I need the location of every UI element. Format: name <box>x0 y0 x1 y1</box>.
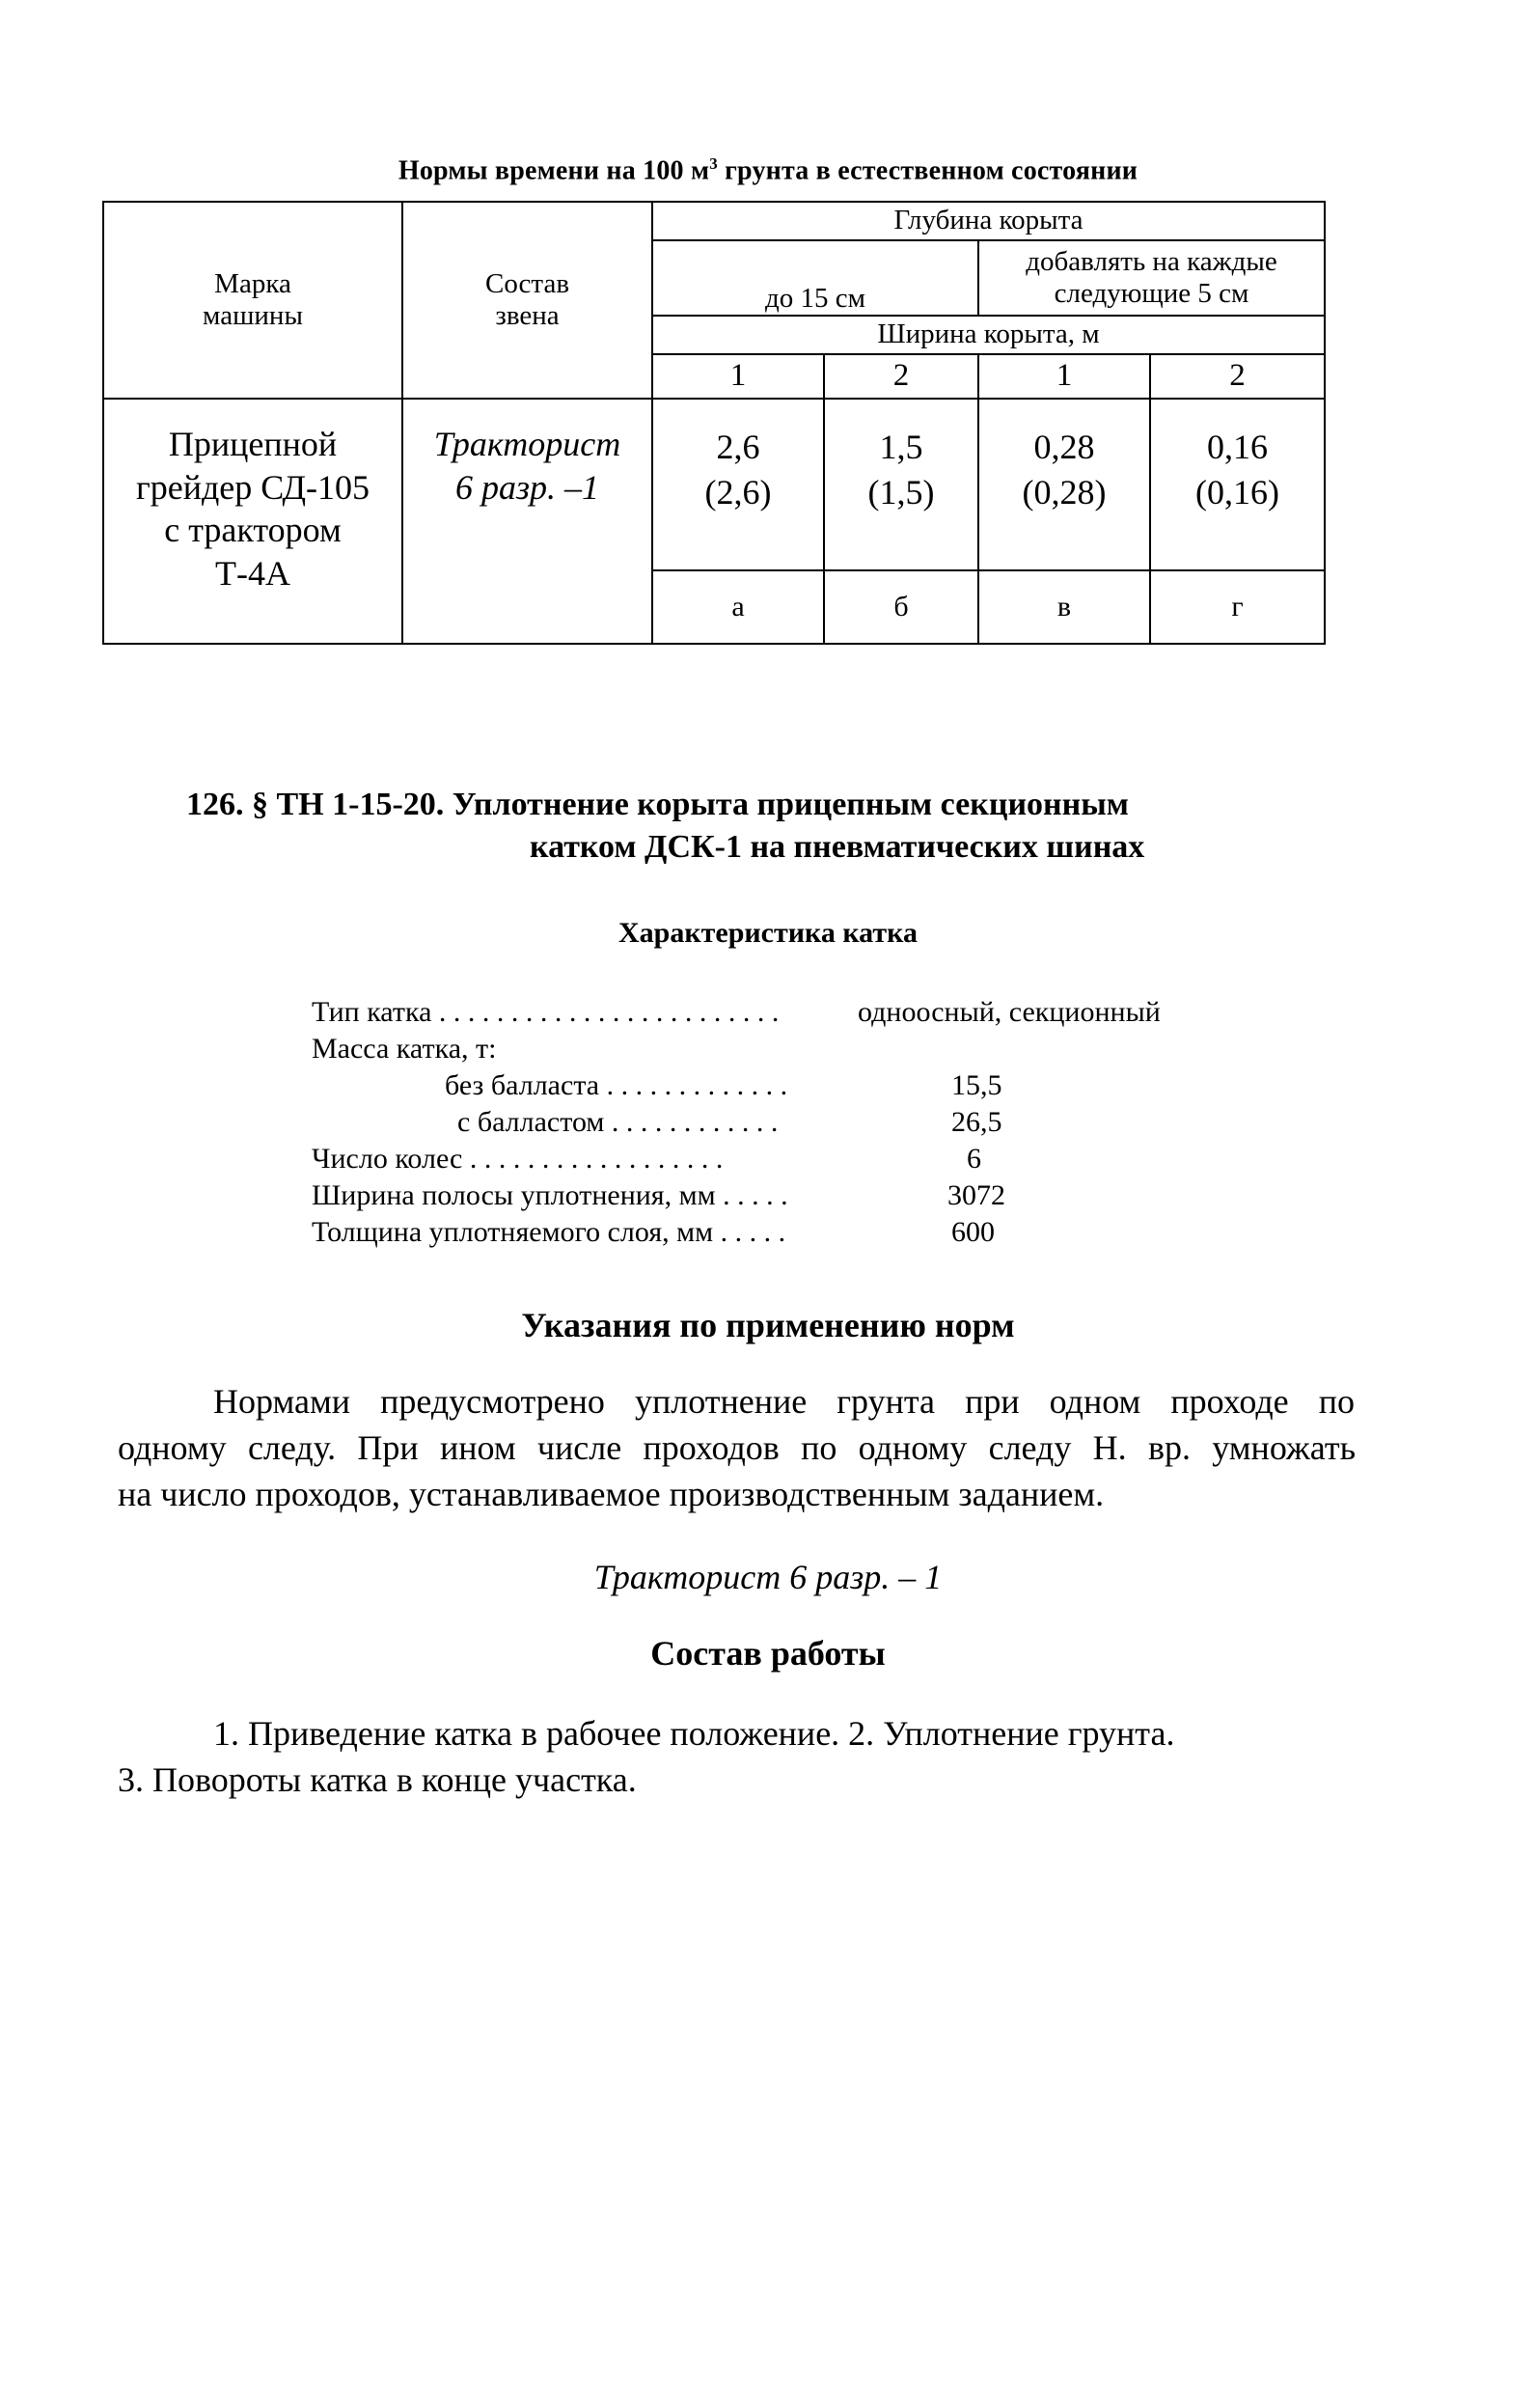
value-3: 0,28 <box>1033 428 1095 466</box>
spec-label: без балласта . . . . . . . . . . . . . <box>445 1069 788 1101</box>
specs-heading: Характеристика катка <box>618 917 918 949</box>
spec-label: Толщина уплотняемого слоя, мм . . . . . <box>312 1216 786 1248</box>
header-width-2a: 2 <box>824 354 978 399</box>
spec-label: с балластом . . . . . . . . . . . . <box>457 1106 779 1138</box>
crew-line2: 6 разр. –1 <box>454 467 600 507</box>
section-heading-line1: 126. § ТН 1-15-20. Уплотнение корыта прицепным секционным <box>186 787 1129 822</box>
value-2: 1,5 <box>879 428 923 466</box>
table-title <box>0 154 1536 186</box>
cell-value-3 <box>978 399 1150 570</box>
header-width-1a: 1 <box>652 354 824 399</box>
header-width-1b: 1 <box>978 354 1150 399</box>
value-4: 0,16 <box>1207 428 1269 466</box>
spec-value: 600 <box>951 1216 995 1248</box>
spec-label: Число колес . . . . . . . . . . . . . . . . . . <box>312 1143 724 1175</box>
spec-label: Тип катка . . . . . . . . . . . . . . . . . . . . . . . . <box>312 996 780 1028</box>
instructions-heading: Указания по применению норм <box>521 1306 1015 1344</box>
spec-row-thickness <box>0 1214 1536 1251</box>
spec-row-ballast <box>0 1104 1536 1141</box>
value-2-paren: (1,5) <box>867 472 935 512</box>
cell-value-1 <box>652 399 824 570</box>
header-crew: Состав звена <box>402 202 652 399</box>
crew-composition: Тракторист 6 разр. – 1 <box>593 1558 943 1596</box>
spec-row-mass <box>0 1031 1536 1067</box>
instructions-line1: Нормами предусмотрено уплотнение грунта при одном проходе по <box>213 1382 1355 1421</box>
spec-value: 6 <box>967 1143 981 1175</box>
value-1-paren: (2,6) <box>704 472 772 512</box>
cell-value-4 <box>1150 399 1325 570</box>
cell-machine: Прицепной грейдер СД-105 с трактором Т-4А <box>103 399 402 644</box>
table-title-text-2: грунта в естественном состоянии <box>717 155 1138 186</box>
table-title-sup: 3 <box>709 154 718 173</box>
cell-value-2 <box>824 399 978 570</box>
value-1: 2,6 <box>716 428 760 466</box>
work-line2: 3. Повороты катка в конце участка. <box>118 1760 637 1799</box>
cell-letter-v: в <box>978 570 1150 644</box>
spec-value: одноосный, секционный <box>858 996 1161 1028</box>
spec-row-width <box>0 1177 1536 1214</box>
instructions-line2: одному следу. При ином числе проходов по одному следу Н. вр. умножать <box>118 1428 1356 1467</box>
spec-row-no-ballast <box>0 1067 1536 1104</box>
spec-value: 26,5 <box>951 1106 1002 1138</box>
norms-table <box>102 201 1326 645</box>
cell-letter-g: г <box>1150 570 1325 644</box>
instructions-line3: на число проходов, устанавливаемое производственным заданием. <box>118 1475 1105 1513</box>
work-line1: 1. Приведение катка в рабочее положение. 2. Уплотнение грунта. <box>213 1714 1175 1753</box>
spec-row-wheels <box>0 1141 1536 1177</box>
header-width: Ширина корыта, м <box>652 316 1325 354</box>
spec-value: 3072 <box>947 1179 1005 1211</box>
spec-row-type <box>0 994 1536 1031</box>
table-title-text: Нормы времени на 100 м <box>398 155 710 186</box>
header-width-2b: 2 <box>1150 354 1325 399</box>
header-depth: Глубина корыта <box>652 202 1325 240</box>
cell-crew <box>402 399 652 644</box>
header-depth-15: до 15 см <box>652 240 978 316</box>
cell-letter-a: а <box>652 570 824 644</box>
crew-line1: Тракторист <box>433 425 621 463</box>
spec-label: Масса катка, т: <box>312 1033 497 1065</box>
value-4-paren: (0,16) <box>1195 472 1279 512</box>
cell-letter-b: б <box>824 570 978 644</box>
header-depth-add: добавлять на каждые следующие 5 см <box>978 240 1325 316</box>
work-heading: Состав работы <box>650 1634 886 1673</box>
value-3-paren: (0,28) <box>1022 472 1107 512</box>
spec-value: 15,5 <box>951 1069 1002 1101</box>
header-machine: Марка машины <box>103 202 402 399</box>
spec-label: Ширина полосы уплотнения, мм . . . . . <box>312 1179 788 1211</box>
section-heading-line2: катком ДСК-1 на пневматических шинах <box>530 829 1145 865</box>
